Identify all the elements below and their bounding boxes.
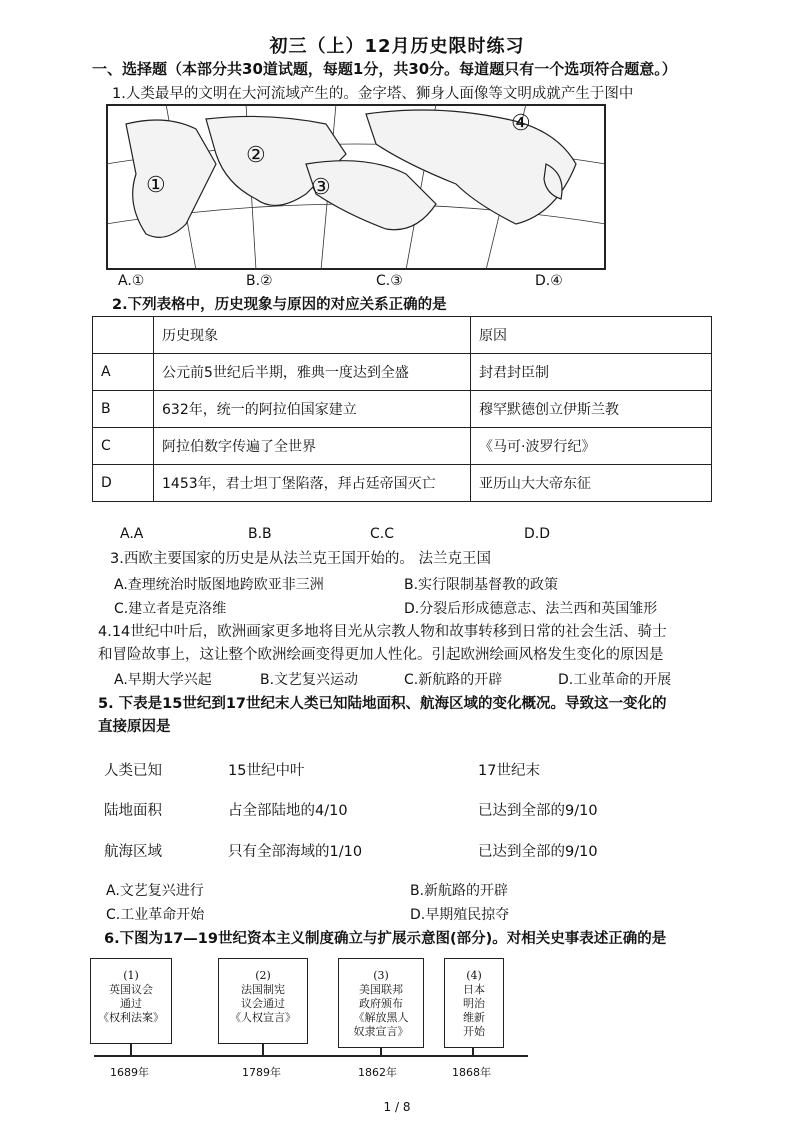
table-cell: B <box>93 391 154 428</box>
box-number: (1) <box>123 969 139 982</box>
q3-option-b[interactable]: B.实行限制基督教的政策 <box>404 577 559 593</box>
box-line: 美国联邦 <box>359 983 403 996</box>
question-1-stem: 1.人类最早的文明在大河流域产生的。金字塔、狮身人面像等文明成就产生于图中 <box>112 86 634 102</box>
q2-table <box>92 316 712 502</box>
q2-option-c[interactable]: C.C <box>370 526 395 542</box>
q5-cell: 已达到全部的9/10 <box>478 844 598 860</box>
map-mark-3: ③ <box>311 175 331 200</box>
timeline-box-2 <box>218 958 308 1044</box>
q1-option-b[interactable]: B.② <box>246 273 273 289</box>
table-cell: 《马可·波罗行纪》 <box>471 428 712 465</box>
box-line: 英国议会 <box>109 983 153 996</box>
table-cell: 公元前5世纪后半期，雅典一度达到全盛 <box>154 354 471 391</box>
q4-option-d[interactable]: D.工业革命的开展 <box>558 672 672 688</box>
q5-cell: 15世纪中叶 <box>228 763 305 779</box>
timeline-tick <box>262 1044 264 1056</box>
q5-cell: 17世纪末 <box>478 763 540 779</box>
table-cell: A <box>93 354 154 391</box>
box-line: 《解放黑人 <box>353 1011 409 1024</box>
box-line: 《人权宣言》 <box>230 1011 296 1024</box>
question-4-stem-line1: 4.14世纪中叶后，欧洲画家更多地将目光从宗教人物和故事转移到日常的社会生活、骑士 <box>98 624 667 640</box>
q3-option-a[interactable]: A.查理统治时版图地跨欧亚非三洲 <box>114 577 324 593</box>
timeline-box-3 <box>338 958 424 1048</box>
q5-cell: 只有全部海域的1/10 <box>228 844 363 860</box>
box-line: 日本 <box>463 983 485 996</box>
table-cell <box>93 317 154 354</box>
q2-option-b[interactable]: B.B <box>248 526 272 542</box>
table-row <box>93 354 712 391</box>
table-header-reason: 原因 <box>471 317 712 354</box>
box-line: 明治 <box>463 997 485 1010</box>
map-mark-1: ① <box>146 173 166 198</box>
table-row <box>93 391 712 428</box>
question-4-stem-line2: 和冒险故事上，这让整个欧洲绘画变得更加人性化。引起欧洲绘画风格发生变化的原因是 <box>98 647 664 663</box>
box-line: 《权利法案》 <box>98 1011 164 1024</box>
table-cell: 亚历山大大帝东征 <box>471 465 712 502</box>
box-line: 开始 <box>463 1025 485 1038</box>
question-6-stem: 6.下图为17—19世纪资本主义制度确立与扩展示意图(部分)。对相关史事表述正确的是 <box>104 931 667 947</box>
q5-cell: 陆地面积 <box>104 803 162 819</box>
table-cell: 1453年，君士坦丁堡陷落，拜占廷帝国灭亡 <box>154 465 471 502</box>
q4-option-c[interactable]: C.新航路的开辟 <box>404 672 503 688</box>
box-line: 维新 <box>463 1011 485 1024</box>
box-line: 通过 <box>120 997 142 1010</box>
q5-cell: 人类已知 <box>104 763 162 779</box>
timeline-year: 1689年 <box>110 1066 149 1079</box>
box-number: (4) <box>466 969 482 982</box>
table-cell: 封君封臣制 <box>471 354 712 391</box>
box-line: 政府颁布 <box>359 997 403 1010</box>
box-line: 奴隶宣言》 <box>353 1025 409 1038</box>
q1-option-a[interactable]: A.① <box>118 273 145 289</box>
world-map <box>106 104 606 270</box>
q5-option-c[interactable]: C.工业革命开始 <box>106 907 205 923</box>
table-cell: 阿拉伯数字传遍了全世界 <box>154 428 471 465</box>
table-header-phenomenon: 历史现象 <box>154 317 471 354</box>
question-3-stem: 3.西欧主要国家的历史是从法兰克王国开始的。 法兰克王国 <box>110 551 491 567</box>
q2-option-d[interactable]: D.D <box>524 526 551 542</box>
box-line: 法国制宪 <box>241 983 285 996</box>
q5-cell: 航海区域 <box>104 844 162 860</box>
timeline-box-4 <box>444 958 504 1048</box>
map-mark-4: ④ <box>511 111 531 136</box>
box-line: 议会通过 <box>241 997 285 1010</box>
q4-option-a[interactable]: A.早期大学兴起 <box>114 672 212 688</box>
q5-option-d[interactable]: D.早期殖民掠夺 <box>410 907 510 923</box>
timeline-year: 1789年 <box>242 1066 281 1079</box>
q1-option-c[interactable]: C.③ <box>376 273 403 289</box>
box-number: (3) <box>373 969 389 982</box>
timeline-tick <box>380 1048 382 1056</box>
table-row <box>93 465 712 502</box>
table-cell: C <box>93 428 154 465</box>
timeline-tick <box>472 1048 474 1056</box>
timeline-year: 1868年 <box>452 1066 491 1079</box>
question-2-stem: 2.下列表格中，历史现象与原因的对应关系正确的是 <box>112 297 447 313</box>
timeline-year: 1862年 <box>358 1066 397 1079</box>
timeline-box-1 <box>90 958 172 1044</box>
table-row <box>93 317 712 354</box>
section-heading: 一、选择题（本部分共30道试题，每题1分，共30分。每道题只有一个选项符合题意。） <box>92 60 677 78</box>
q4-option-b[interactable]: B.文艺复兴运动 <box>260 672 359 688</box>
q3-option-c[interactable]: C.建立者是克洛维 <box>114 601 227 617</box>
q1-option-d[interactable]: D.④ <box>535 273 563 289</box>
q5-cell: 占全部陆地的4/10 <box>228 803 348 819</box>
q2-option-a[interactable]: A.A <box>120 526 144 542</box>
timeline-axis <box>94 1055 528 1057</box>
q5-cell: 已达到全部的9/10 <box>478 803 598 819</box>
question-5-stem-line2: 直接原因是 <box>98 719 171 735</box>
question-5-stem-line1: 5. 下表是15世纪到17世纪末人类已知陆地面积、航海区域的变化概况。导致这一变化的 <box>98 696 667 712</box>
q5-option-a[interactable]: A.文艺复兴进行 <box>106 883 204 899</box>
timeline-tick <box>130 1044 132 1056</box>
table-cell: 穆罕默德创立伊斯兰教 <box>471 391 712 428</box>
page-number: 1 / 8 <box>383 1100 411 1114</box>
q3-option-d[interactable]: D.分裂后形成德意志、法兰西和英国雏形 <box>404 601 658 617</box>
table-row <box>93 428 712 465</box>
table-cell: D <box>93 465 154 502</box>
box-number: (2) <box>255 969 271 982</box>
q5-option-b[interactable]: B.新航路的开辟 <box>410 883 509 899</box>
table-cell: 632年，统一的阿拉伯国家建立 <box>154 391 471 428</box>
page-title: 初三（上）12月历史限时练习 <box>269 36 525 57</box>
map-mark-2: ② <box>246 143 266 168</box>
